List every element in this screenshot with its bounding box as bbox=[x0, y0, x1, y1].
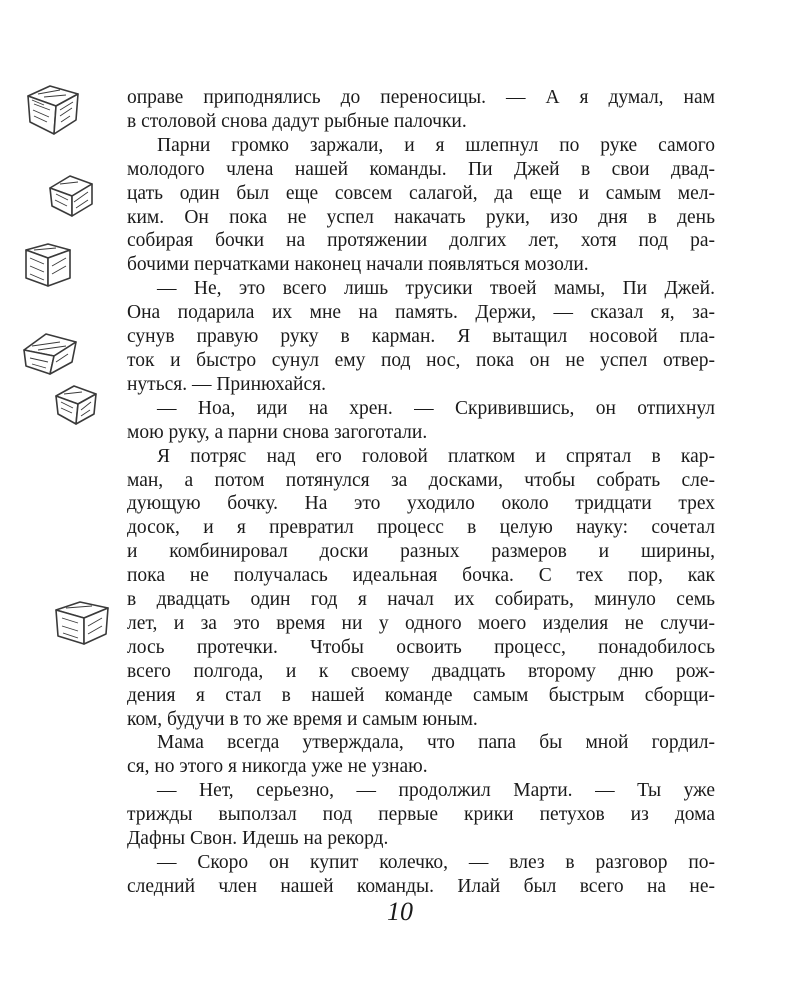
text-line: досок, и я превратил процесс в целую науку: сочетал bbox=[127, 517, 715, 539]
text-line: — Нет, серьезно, — продолжил Марти. — Ты уже bbox=[157, 780, 715, 802]
text-line: Я потряс над его головой платком и спрятал в кар- bbox=[157, 445, 715, 467]
ice-cube-icon bbox=[46, 170, 98, 222]
text-line: дения я стал в нашей команде самым быстрым сборщи- bbox=[127, 684, 715, 706]
text-line: лось протечки. Чтобы освоить процесс, понадобилось bbox=[127, 636, 715, 658]
text-line: следний член нашей команды. Илай был всего на не- bbox=[127, 875, 715, 897]
text-line: ком, будучи в то же время и самым юным. bbox=[127, 708, 478, 730]
text-line: ток и быстро сунул ему под нос, пока он не успел отвер- bbox=[127, 349, 715, 371]
text-line: трижды выползал под первые крики петухов из дома bbox=[127, 804, 715, 826]
text-line: Она подарила их мне на память. Держи, — сказал я, за- bbox=[127, 302, 715, 324]
text-line: Мама всегда утверждала, что папа бы мной гордил- bbox=[157, 732, 715, 754]
text-line: собирая бочки на протяжении долгих лет, хотя под ра- bbox=[127, 230, 715, 252]
page-number: 10 bbox=[387, 897, 413, 926]
text-line: молодого члена нашей команды. Пи Джей в свои двад- bbox=[127, 158, 715, 180]
body-text bbox=[127, 86, 715, 899]
text-line: Дафны Свон. Идешь на рекорд. bbox=[127, 828, 389, 850]
text-line: дующую бочку. На это уходило около тридцати трех bbox=[127, 493, 715, 515]
text-line: и комбинировал доски разных размеров и ширины, bbox=[127, 541, 715, 563]
text-line: в двадцать один год я начал их собирать, минуло семь bbox=[127, 589, 715, 611]
text-line: пока не получалась идеальная бочка. С тех пор, как bbox=[127, 565, 715, 587]
ice-cube-icon bbox=[20, 80, 84, 138]
text-line: ман, а потом потянулся за досками, чтобы собрать сле- bbox=[127, 469, 715, 491]
text-line: оправе приподнялись до переносицы. — А я думал, нам bbox=[127, 87, 715, 108]
ice-cube-icon bbox=[20, 238, 76, 294]
text-line: в столовой снова дадут рыбные палочки. bbox=[127, 110, 467, 132]
text-line: — Ноа, иди на хрен. — Скривившись, он отпихнул bbox=[157, 397, 715, 419]
text-line: цать один был еще совсем салагой, да еще и самым мел- bbox=[127, 182, 715, 204]
text-line: — Не, это всего лишь трусики твоей мамы, Пи Джей. bbox=[157, 278, 715, 300]
text-line: лет, и за это время ни у одного моего изделия не случи- bbox=[127, 612, 715, 634]
ice-cube-icon bbox=[20, 328, 80, 378]
ice-cube-icon bbox=[52, 382, 100, 428]
text-line: ким. Он пока не успел накачать руки, изо дня в день bbox=[127, 206, 715, 228]
text-line: сунув правую руку в карман. Я вытащил носовой пла- bbox=[127, 326, 715, 348]
text-line: мою руку, а парни снова загоготали. bbox=[127, 421, 428, 443]
text-line: нуться. — Принюхайся. bbox=[127, 373, 326, 395]
text-line: ся, но этого я никогда уже не узнаю. bbox=[127, 756, 428, 778]
text-line: Парни громко заржали, и я шлепнул по руке самого bbox=[157, 134, 715, 156]
ice-cube-icon bbox=[52, 596, 112, 648]
text-line: — Скоро он купит колечко, — влез в разговор по- bbox=[157, 852, 715, 873]
text-line: всего полгода, и к своему двадцать второму дню рож- bbox=[127, 660, 715, 682]
text-line: бочими перчатками наконец начали появляться мозоли. bbox=[127, 254, 589, 276]
